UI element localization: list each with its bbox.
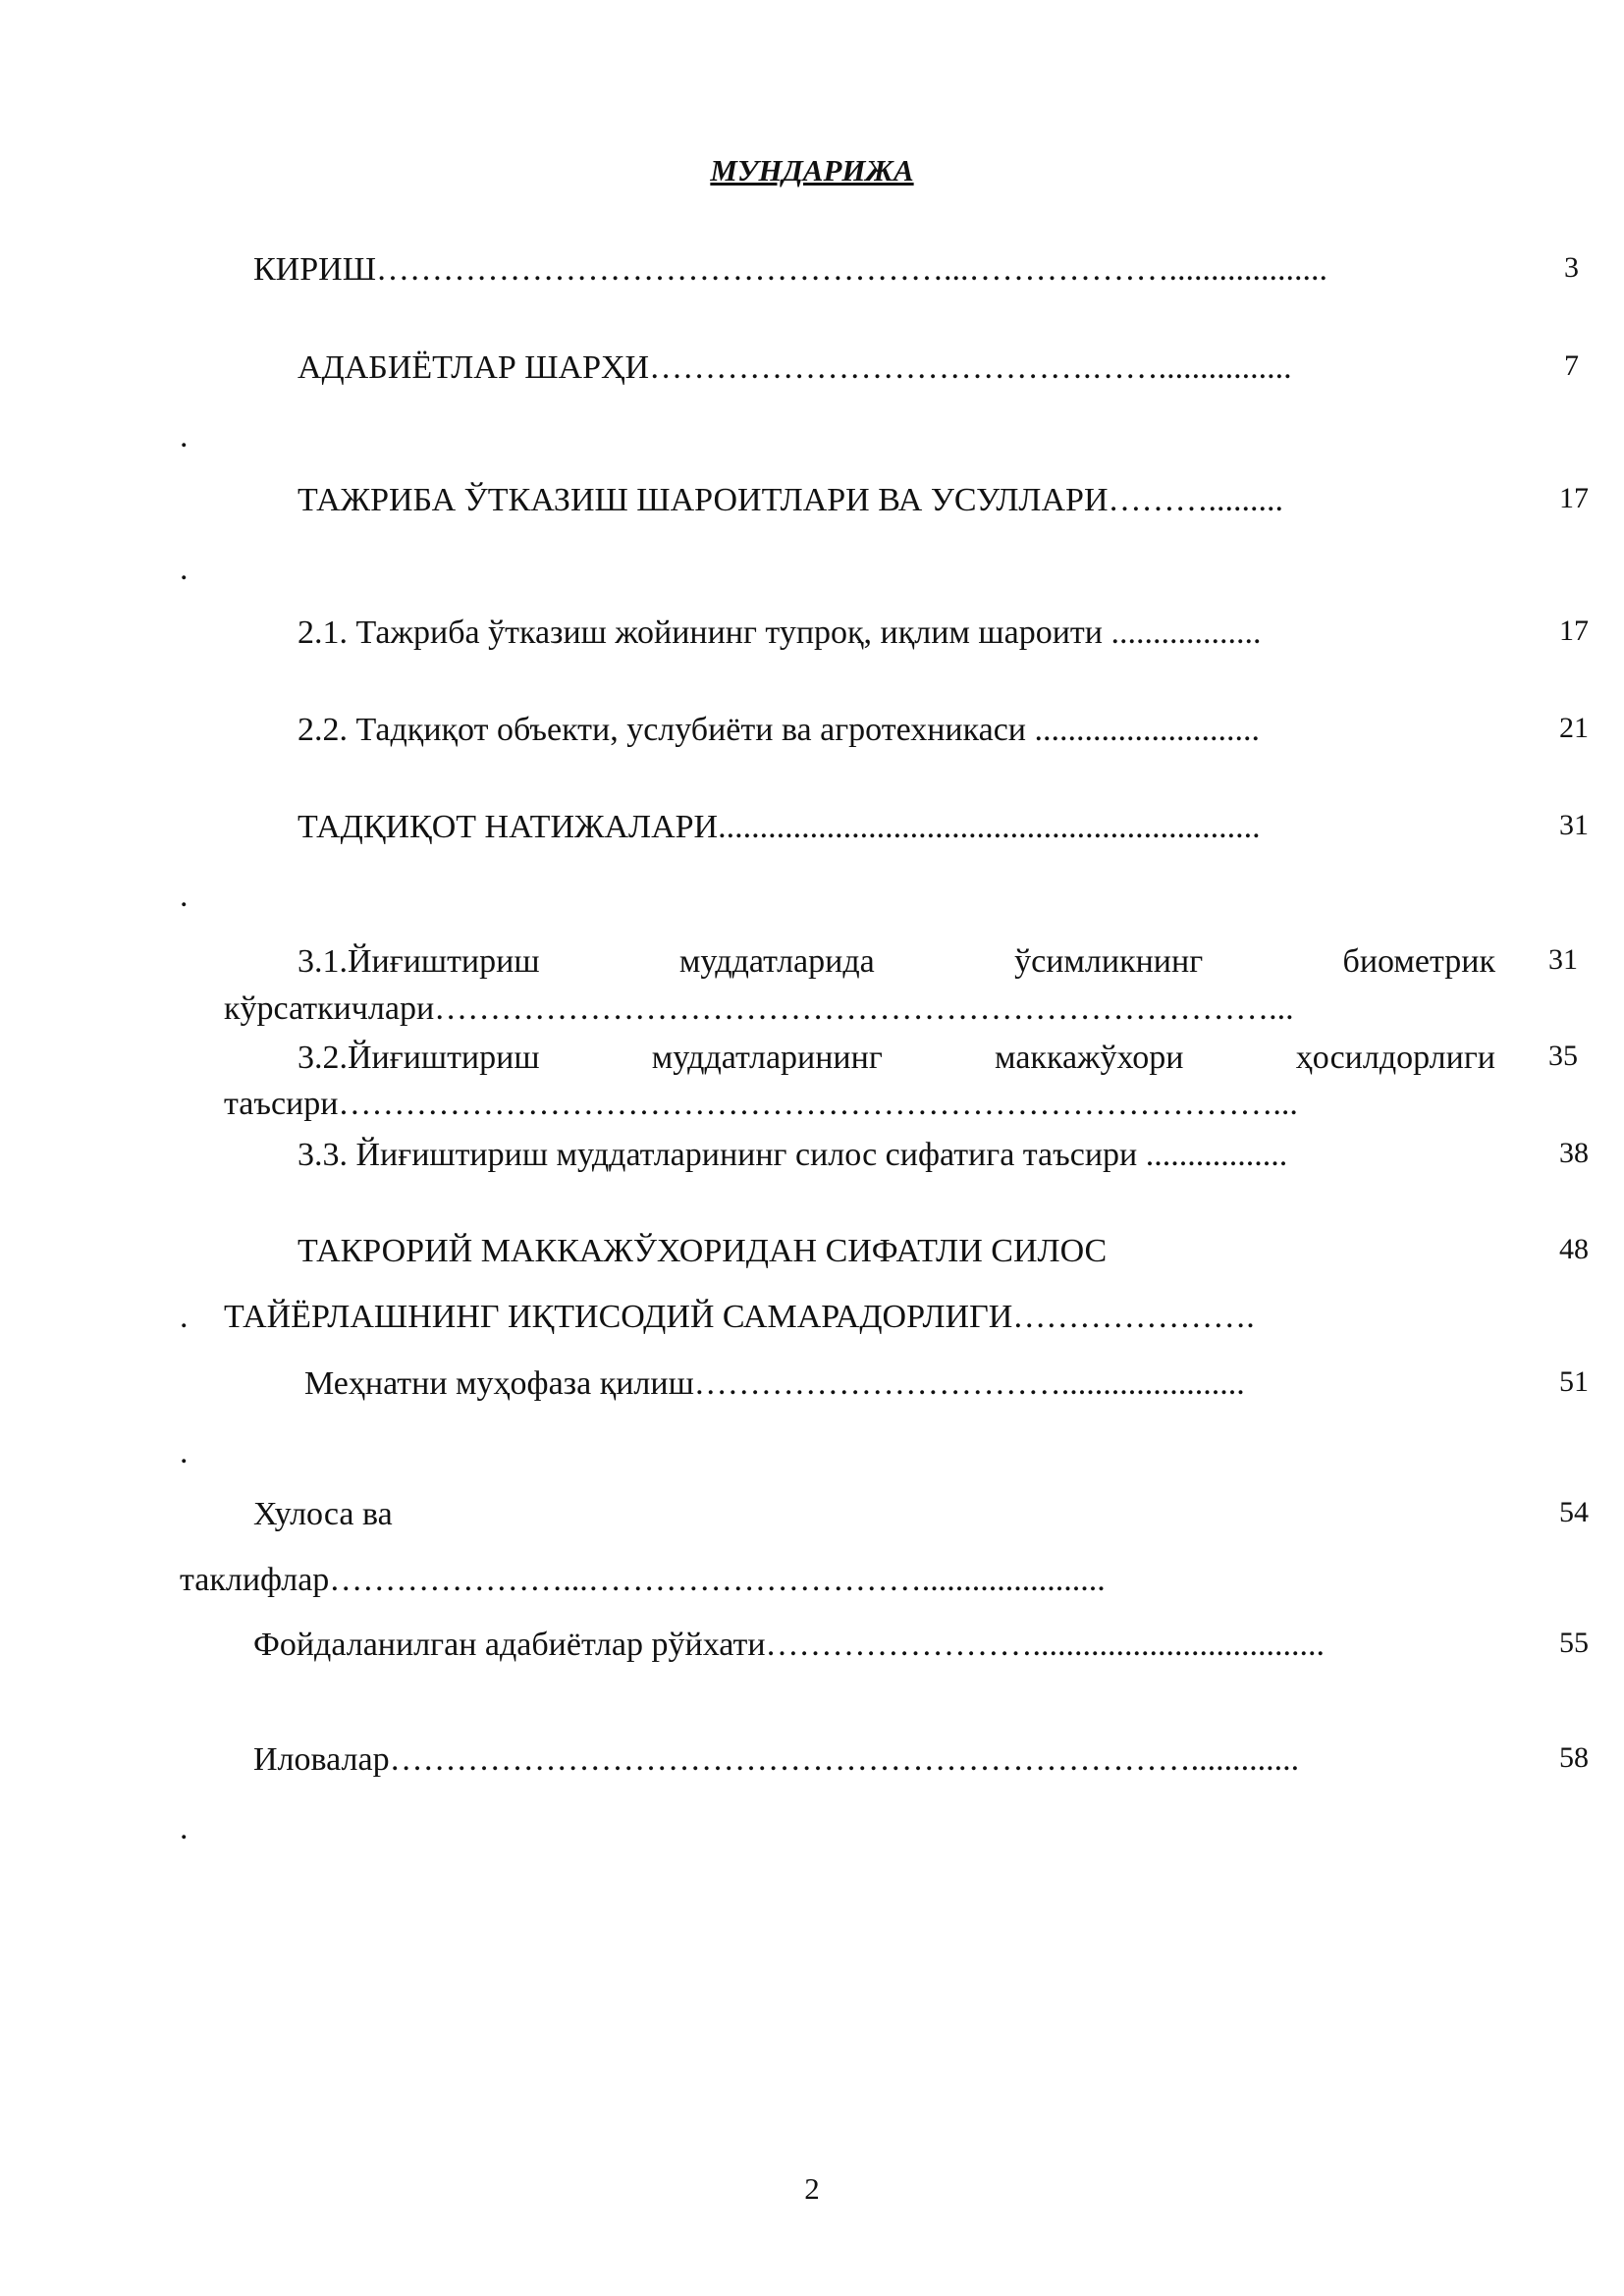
toc-entry-2-1: 2.1. Тажриба ўтказиш жойининг тупроқ, иқлим шароити .................. xyxy=(298,614,1262,651)
toc-page-2-1: 17 xyxy=(1559,614,1589,647)
toc-word: 3.2.Йиғиштириш xyxy=(298,1040,540,1076)
stray-dot: . xyxy=(180,1299,189,1335)
toc-entry-2-2: 2.2. Тадқиқот объекти, услубиёти ва агротехникаси ........................... xyxy=(298,712,1261,748)
toc-entry-foydalanilgan: Фойдаланилган адабиётлар рўйхати……………………................................... xyxy=(253,1627,1326,1663)
toc-entry-3-1-cont: кўрсаткичлари…………………………………………………………………... xyxy=(224,990,1294,1027)
toc-entry-natijalar: ТАДҚИҚОТ НАТИЖАЛАРИ................................................................. xyxy=(298,809,1261,845)
toc-entry-3-1 xyxy=(298,942,1495,982)
stray-dot: . xyxy=(180,418,189,454)
toc-entry-kirish: КИРИШ……………………………………………...………………................... xyxy=(253,251,1327,288)
toc-page-natijalar: 31 xyxy=(1559,809,1589,841)
toc-word: 3.1.Йиғиштириш xyxy=(298,943,540,980)
toc-entry-xulosa-line2: таклифлар…………………...…………………………...................... xyxy=(180,1562,1106,1598)
toc-entry-takroriy-line2: ТАЙЁРЛАШНИНГ ИҚТИСОДИЙ САМАРАДОРЛИГИ…………………. xyxy=(224,1299,1255,1335)
toc-entry-xulosa-line1: Хулоса ва xyxy=(253,1496,393,1532)
stray-dot: . xyxy=(180,878,189,914)
toc-entry-3-2 xyxy=(298,1039,1495,1078)
toc-page-3-3: 38 xyxy=(1559,1137,1589,1169)
toc-word: маккажўхори xyxy=(995,1040,1184,1076)
toc-page-3-1: 31 xyxy=(1548,943,1578,976)
stray-dot: . xyxy=(180,1434,189,1470)
toc-page-2-2: 21 xyxy=(1559,712,1589,744)
toc-page-mehnat: 51 xyxy=(1559,1365,1589,1398)
toc-entry-takroriy-line1: ТАКРОРИЙ МАККАЖЎХОРИДАН СИФАТЛИ СИЛОС xyxy=(298,1233,1108,1269)
toc-entry-mehnat: Меҳнатни муҳофаза қилиш……………………………...................... xyxy=(304,1365,1245,1402)
toc-entry-3-3: 3.3. Йиғиштириш муддатларининг силос сифатига таъсири ................. xyxy=(298,1137,1288,1173)
page-title: МУНДАРИЖА xyxy=(710,153,914,187)
toc-entry-ilovalar: Иловалар………………………………………………………………............. xyxy=(253,1741,1300,1778)
toc-word: муддатларининг xyxy=(651,1040,883,1076)
stray-dot: . xyxy=(180,1810,189,1846)
toc-word: муддатларида xyxy=(678,943,875,980)
toc-page-foydalanilgan: 55 xyxy=(1559,1627,1589,1659)
toc-word: биометрик xyxy=(1342,943,1495,980)
toc-entry-3-2-cont: таъсири…………………………………………………………………………... xyxy=(224,1086,1298,1122)
toc-entry-adabiyot: АДАБИЁТЛАР ШАРҲИ………………………………….……................ xyxy=(298,349,1292,386)
page-number: 2 xyxy=(804,2171,820,2206)
toc-page-takroriy: 48 xyxy=(1559,1233,1589,1265)
toc-entry-tajriba: ТАЖРИБА ЎТКАЗИШ ШАРОИТЛАРИ ВА УСУЛЛАРИ………......... xyxy=(298,482,1283,518)
toc-page-ilovalar: 58 xyxy=(1559,1741,1589,1774)
stray-dot: . xyxy=(180,551,189,587)
toc-page-3-2: 35 xyxy=(1548,1040,1578,1072)
toc-word: ҳосилдорлиги xyxy=(1295,1040,1495,1076)
toc-page-xulosa: 54 xyxy=(1559,1496,1589,1528)
toc-word: ўсимликнинг xyxy=(1014,943,1204,980)
toc-page-kirish: 3 xyxy=(1564,251,1579,284)
toc-page-tajriba: 17 xyxy=(1559,482,1589,514)
toc-page-adabiyot: 7 xyxy=(1564,349,1579,382)
